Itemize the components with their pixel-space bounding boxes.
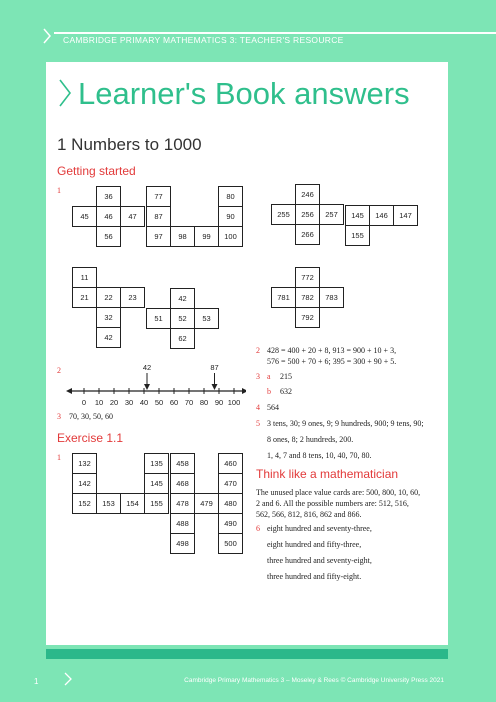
answer-text: 1, 4, 7 and 8 tens, 10, 40, 70, 80. [267,451,372,460]
hundred-square-cell: 62 [170,328,195,349]
question-number: 5 [256,419,260,428]
hundred-square-cell: 46 [96,206,121,227]
answer-text: three hundred and seventy-eight, [267,556,372,565]
hundred-square-cell: 783 [319,287,344,308]
hundred-square-cell: 98 [170,226,195,247]
hundred-square-cell: 479 [194,493,219,514]
hundred-square-cell: 87 [146,206,171,227]
hundred-square-cell: 458 [170,453,195,474]
question-number: 6 [256,524,260,533]
section-exercise: Exercise 1.1 [57,431,124,445]
question-number: 2 [57,366,61,375]
hundred-square-cell: 53 [194,308,219,329]
arrow-left-icon [66,388,72,394]
hundred-square-cell: 21 [72,287,97,308]
header-rule [54,32,496,34]
hundred-square-cell: 100 [218,226,243,247]
hundred-square-cell: 51 [146,308,171,329]
hundred-square-cell: 147 [393,205,418,226]
chevron-right-icon [42,28,52,44]
footer-band [46,649,448,659]
hundred-square-cell: 256 [295,204,320,225]
answer-text: three hundred and fifty-eight. [267,572,362,581]
page-content [46,62,448,645]
hundred-square-cell: 255 [271,204,296,225]
running-header: CAMBRIDGE PRIMARY MATHEMATICS 3: TEACHER'S RESOURCE [63,35,344,45]
tick-label: 20 [109,398,119,407]
arrow-down-icon [212,384,218,390]
title-chevron-icon [58,78,72,108]
answer-text: 632 [280,387,292,396]
answer-text: 564 [267,403,279,412]
hundred-square-cell: 782 [295,287,320,308]
hundred-square-cell: 781 [271,287,296,308]
hundred-square-cell: 80 [218,186,243,207]
tick-label: 90 [214,398,224,407]
hundred-square-cell: 99 [194,226,219,247]
question-number: 4 [256,403,260,412]
answer-text: 562, 566, 812, 816, 862 and 866. [256,510,362,519]
hundred-square-cell: 468 [170,473,195,494]
hundred-square-cell: 488 [170,513,195,534]
answer-text: 428 = 400 + 20 + 8, 913 = 900 + 10 + 3, [267,346,397,355]
hundred-square-cell: 155 [144,493,169,514]
tick-label: 50 [154,398,164,407]
section-getting-started: Getting started [57,164,136,178]
hundred-square-cell: 36 [96,186,121,207]
hundred-square-cell: 498 [170,533,195,554]
answer-text: 70, 30, 50, 60 [69,412,113,421]
answer-text: The unused place value cards are: 500, 800, 10, 60, [256,488,421,497]
hundred-square-cell: 246 [295,184,320,205]
section-think: Think like a mathematician [256,467,399,481]
hundred-square-cell: 77 [146,186,171,207]
tick-label: 10 [94,398,104,407]
hundred-square-cell: 135 [144,453,169,474]
answer-text: 576 = 500 + 70 + 6; 395 = 300 + 90 + 5. [267,357,397,366]
hundred-square-cell: 154 [120,493,145,514]
hundred-square-cell: 47 [120,206,145,227]
chapter-heading: 1 Numbers to 1000 [57,135,202,154]
hundred-square-cell: 32 [96,307,121,328]
sub-label: a [267,372,271,381]
marker-label: 87 [210,363,219,372]
answer-text: 2 and 6. All the possible numbers are: 512, 516, [256,499,409,508]
answer-text: 3 tens, 30; 9 ones, 9; 9 hundreds, 900; 9 tens, 90; [267,419,424,428]
answer-text: eight hundred and seventy-three, [267,524,372,533]
answer-text: eight hundred and fifty-three, [267,540,362,549]
hundred-square-cell: 52 [170,308,195,329]
tick-label: 80 [199,398,209,407]
question-number: 3 [57,412,61,421]
hundred-square-cell: 146 [369,205,394,226]
question-number: 1 [57,186,61,195]
hundred-square-cell: 772 [295,267,320,288]
hundred-square-cell: 132 [72,453,97,474]
arrow-right-icon [242,388,246,394]
chevron-right-icon [64,672,72,686]
tick-label: 30 [124,398,134,407]
tick-label: 100 [227,398,241,407]
tick-label: 70 [184,398,194,407]
hundred-square-cell: 42 [170,288,195,309]
hundred-square-cell: 153 [96,493,121,514]
hundred-square-cell: 56 [96,226,121,247]
question-number: 1 [57,453,61,462]
hundred-square-cell: 155 [345,225,370,246]
tick-label: 0 [81,398,87,407]
number-line [66,362,246,410]
hundred-square-cell: 42 [96,327,121,348]
hundred-square-cell: 257 [319,204,344,225]
hundred-square-cell: 22 [96,287,121,308]
tick-label: 60 [169,398,179,407]
hundred-square-cell: 478 [170,493,195,514]
page-title: Learner's Book answers [78,76,410,111]
answer-text: 215 [280,372,292,381]
hundred-square-cell: 480 [218,493,243,514]
hundred-square-cell: 11 [72,267,97,288]
hundred-square-cell: 23 [120,287,145,308]
arrow-down-icon [144,384,150,390]
marker-label: 42 [142,363,152,372]
hundred-square-cell: 145 [144,473,169,494]
hundred-square-cell: 500 [218,533,243,554]
hundred-square-cell: 97 [146,226,171,247]
hundred-square-cell: 266 [295,224,320,245]
question-number: 2 [256,346,260,355]
hundred-square-cell: 142 [72,473,97,494]
tick-label: 40 [139,398,149,407]
hundred-square-cell: 90 [218,206,243,227]
sub-label: b [267,387,271,396]
hundred-square-cell: 145 [345,205,370,226]
hundred-square-cell: 470 [218,473,243,494]
hundred-square-cell: 152 [72,493,97,514]
page-number: 1 [34,677,39,686]
hundred-square-cell: 792 [295,307,320,328]
hundred-square-cell: 490 [218,513,243,534]
hundred-square-cell: 460 [218,453,243,474]
answer-text: 8 ones, 8; 2 hundreds, 200. [267,435,354,444]
hundred-square-cell: 45 [72,206,97,227]
footer-credit: Cambridge Primary Mathematics 3 – Moseley & Rees © Cambridge University Press 2021 [184,677,444,684]
question-number: 3 [256,372,260,381]
